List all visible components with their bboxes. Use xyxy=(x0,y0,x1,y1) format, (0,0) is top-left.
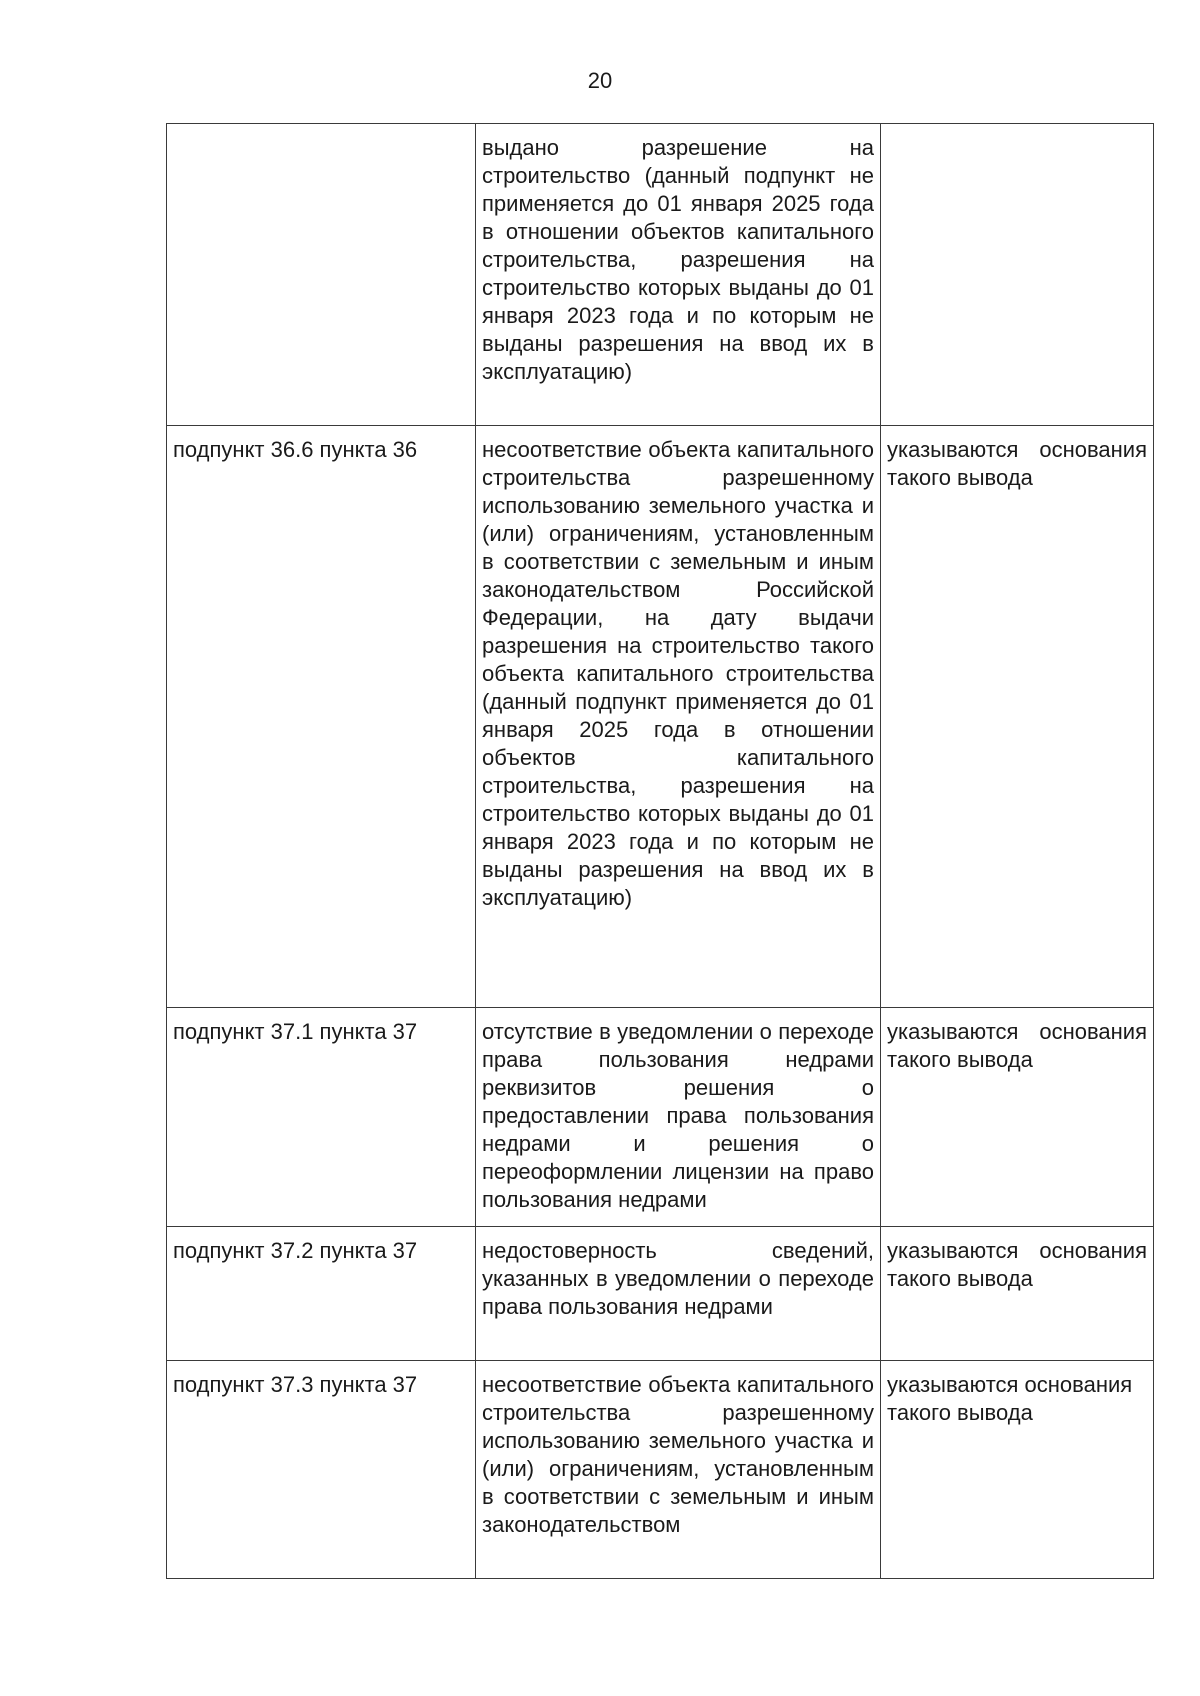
subclause-ref-cell xyxy=(167,124,476,426)
note-cell: указываются основания такого вывода xyxy=(881,1008,1154,1227)
note-cell: указываются основания такого вывода xyxy=(881,426,1154,1008)
table-row xyxy=(167,1227,1154,1361)
grounds-text-cell: выдано разрешение на строительство (данный подпункт не применяется до 01 января 2025 года в отношении объектов капитального строительства, разрешения на строительство которых выданы до 01 января 2023 года и по которым не выданы разрешения на ввод их в эксплуатацию) xyxy=(476,124,881,426)
note-cell: указываются основания такого вывода xyxy=(881,1361,1154,1579)
grounds-text-cell: отсутствие в уведомлении о переходе права пользования недрами реквизитов решения о предоставлении права пользования недрами и решения о переоформлении лицензии на право пользования недрами xyxy=(476,1008,881,1227)
table-row xyxy=(167,1008,1154,1227)
subclause-ref-cell: подпункт 36.6 пункта 36 xyxy=(167,426,476,1008)
table-row xyxy=(167,1361,1154,1579)
page-number: 20 xyxy=(587,68,613,93)
subclause-ref-cell: подпункт 37.3 пункта 37 xyxy=(167,1361,476,1579)
grounds-text-cell: несоответствие объекта капитального строительства разрешенному использованию земельного участка и (или) ограничениям, установленным в соответствии с земельным и иным законодательством Российской Федерации, на дату выдачи разрешения на строительство такого объекта капитального строительства (данный подпункт применяется до 01 января 2025 года в отношении объектов капитального строительства, разрешения на строительство которых выданы до 01 января 2023 года и по которым не выданы разрешения на ввод их в эксплуатацию) xyxy=(476,426,881,1008)
note-cell: указываются основания такого вывода xyxy=(881,1227,1154,1361)
subclause-ref-cell: подпункт 37.2 пункта 37 xyxy=(167,1227,476,1361)
document-table xyxy=(166,123,1154,1579)
grounds-text-cell: недостоверность сведений, указанных в уведомлении о переходе права пользования недрами xyxy=(476,1227,881,1361)
subclause-ref-cell: подпункт 37.1 пункта 37 xyxy=(167,1008,476,1227)
note-cell xyxy=(881,124,1154,426)
table-row xyxy=(167,124,1154,426)
table-row xyxy=(167,426,1154,1008)
grounds-text-cell: несоответствие объекта капитального строительства разрешенному использованию земельного участка и (или) ограничениям, установленным в соответствии с земельным и иным законодательством xyxy=(476,1361,881,1579)
